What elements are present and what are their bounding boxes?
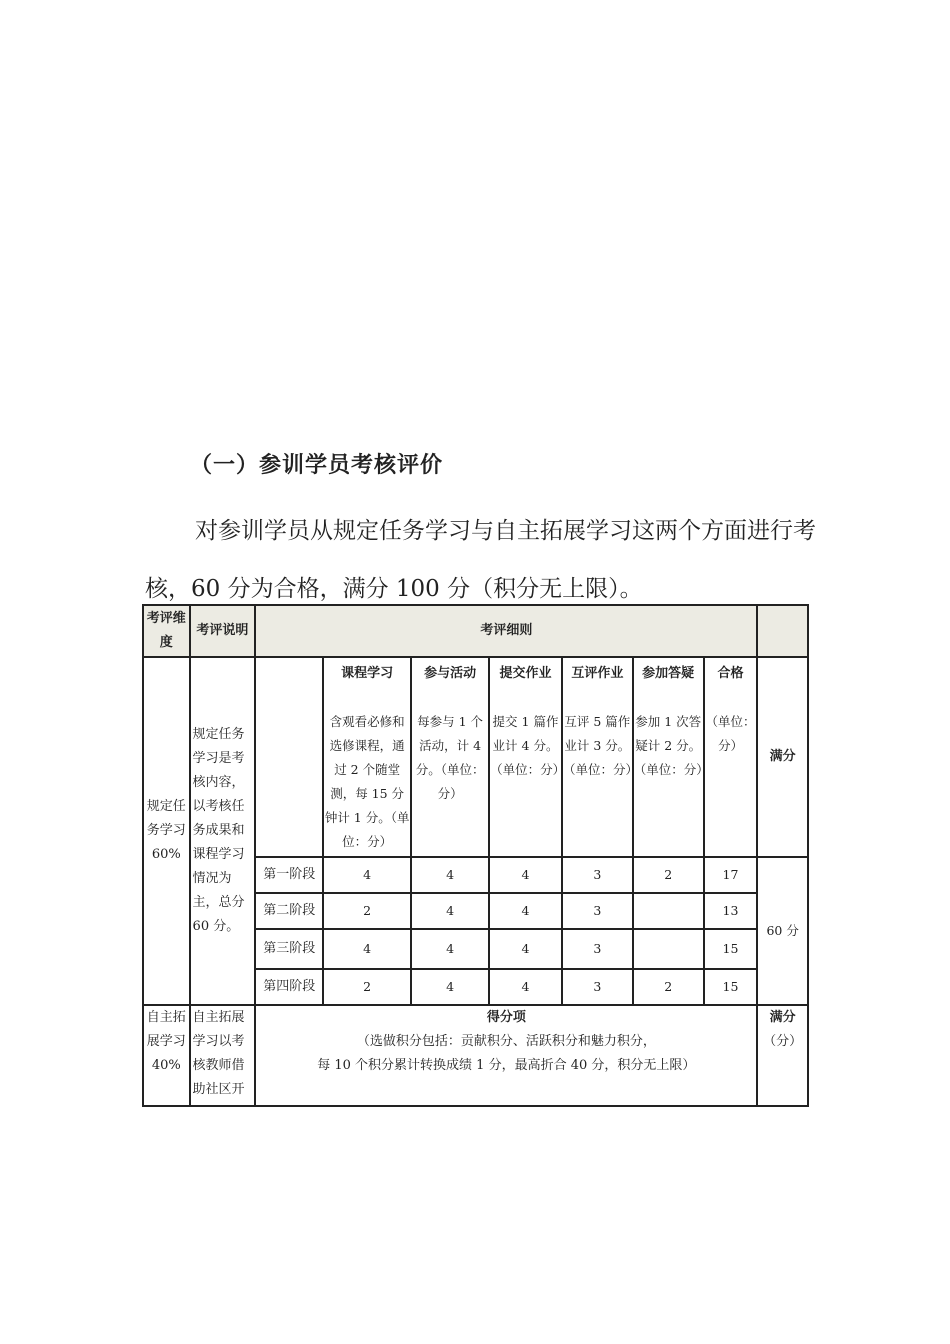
score-cell: 4: [323, 857, 411, 893]
score-cell: 2: [633, 857, 704, 893]
score-cell: 4: [411, 857, 489, 893]
blank-cell: [255, 657, 323, 857]
score-cell: 4: [411, 893, 489, 929]
header-dimension: 考评维度: [143, 605, 190, 657]
header-description: 考评说明: [190, 605, 256, 657]
required-full-score: 60 分: [757, 857, 808, 1005]
score-cell: [633, 893, 704, 929]
score-cell: 3: [562, 969, 633, 1005]
column-course: 课程学习 含观看必修和选修课程，通过 2 个随堂测，每 15 分钟计 1 分。（单位：分）: [323, 657, 411, 857]
self-full-score: 满分 （分）: [757, 1005, 808, 1106]
intro-paragraph: 对参训学员从规定任务学习与自主拓展学习这两个方面进行考核，60 分为合格，满分 100 分（积分无上限）。: [145, 518, 816, 602]
self-description: 自主拓展学习以考核教师借助社区开: [190, 1005, 256, 1106]
score-cell: 2: [633, 969, 704, 1005]
pass-score-cell: 15: [704, 929, 758, 969]
column-qa: 参加答疑 参加 1 次答疑计 2 分。（单位：分）: [633, 657, 704, 857]
score-cell: 4: [489, 893, 562, 929]
stage-label: 第二阶段: [255, 893, 323, 929]
required-description: 规定任务学习是考核内容，以考核任务成果和课程学习情况为主，总分 60 分。: [190, 657, 256, 1005]
header-details: 考评细则: [255, 605, 757, 657]
score-cell: 3: [562, 893, 633, 929]
score-cell: 3: [562, 929, 633, 969]
score-cell: 3: [562, 857, 633, 893]
column-peer-review: 互评作业 互评 5 篇作业计 3 分。（单位：分）: [562, 657, 633, 857]
score-item-line: （选做积分包括：贡献积分、活跃积分和魅力积分，: [356, 1034, 656, 1049]
score-cell: [633, 929, 704, 969]
score-cell: 2: [323, 969, 411, 1005]
score-item-line: 每 10 个积分累计转换成绩 1 分，最高折合 40 分，积分无上限）: [317, 1058, 696, 1073]
stage-label: 第四阶段: [255, 969, 323, 1005]
column-homework: 提交作业 提交 1 篇作业计 4 分。（单位：分）: [489, 657, 562, 857]
score-cell: 4: [489, 929, 562, 969]
score-items: [255, 1005, 757, 1106]
required-dimension: 规定任务学习 60%: [143, 657, 190, 1005]
pass-score-cell: 15: [704, 969, 758, 1005]
stage-label: 第三阶段: [255, 929, 323, 969]
assessment-table: [142, 604, 809, 1107]
column-pass: 合格 （单位：分）: [704, 657, 758, 857]
score-cell: 4: [323, 929, 411, 969]
column-activity: 参与活动 每参与 1 个活动，计 4 分。（单位：分）: [411, 657, 489, 857]
header-empty: [757, 605, 808, 657]
self-dimension: 自主拓展学习 40%: [143, 1005, 190, 1106]
pass-score-cell: 13: [704, 893, 758, 929]
pass-score-cell: 17: [704, 857, 758, 893]
stage-label: 第一阶段: [255, 857, 323, 893]
score-cell: 2: [323, 893, 411, 929]
score-cell: 4: [411, 929, 489, 969]
score-item-title: 得分项: [486, 1010, 526, 1025]
full-score-header: 满分: [757, 657, 808, 857]
section-heading: （一）参训学员考核评价: [190, 453, 444, 478]
score-cell: 4: [489, 969, 562, 1005]
score-cell: 4: [411, 969, 489, 1005]
score-cell: 4: [489, 857, 562, 893]
